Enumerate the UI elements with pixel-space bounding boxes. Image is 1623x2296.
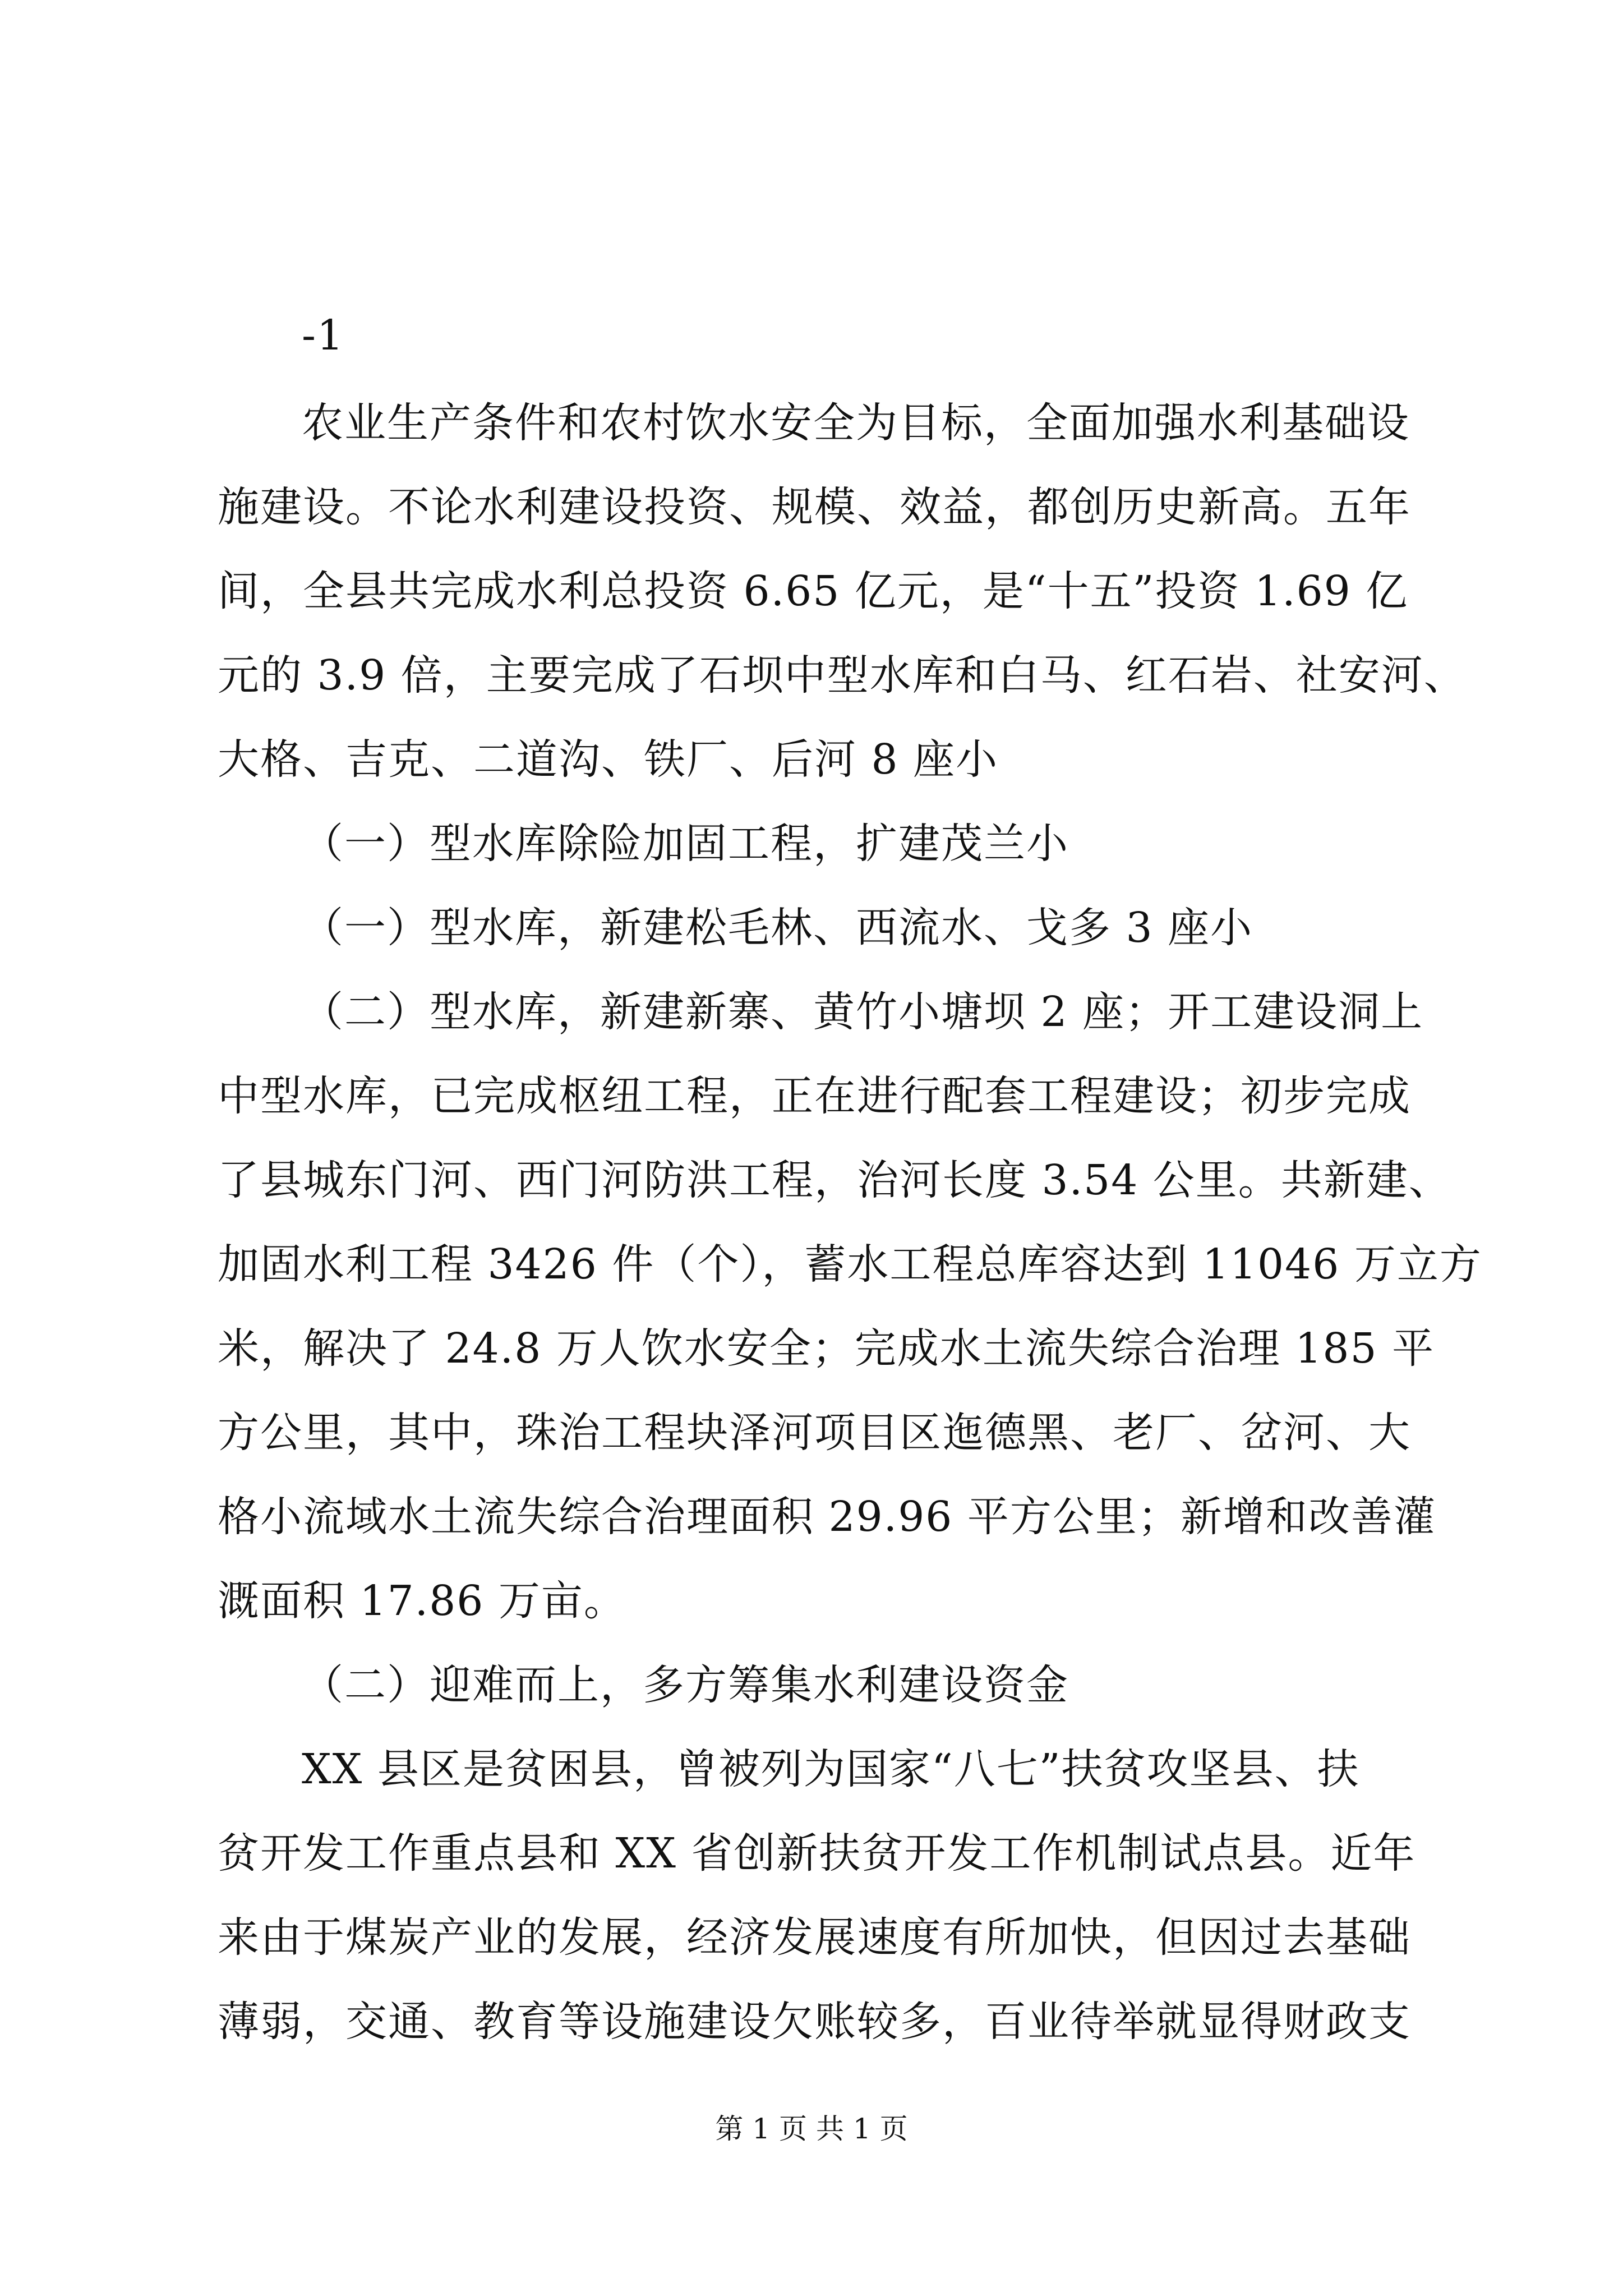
page-footer	[0, 2110, 1623, 2147]
body-line-12: 溉面积 17.86 万亩。	[218, 1577, 626, 1625]
body-line-9: 米，解决了 24.8 万人饮水安全；完成水土流失综合治理 185 平	[218, 1324, 1435, 1373]
body-line-2: 施建设。不论水利建设投资、规模、效益，都创历史新高。五年	[218, 483, 1411, 531]
list-line-3: （二）型水库，新建新寨、黄竹小塘坝 2 座；开工建设洞上	[302, 988, 1424, 1036]
body-line-7: 了县城东门河、西门河防洪工程，治河长度 3.54 公里。共新建、	[218, 1156, 1451, 1204]
body-line-4: 元的 3.9 倍，主要完成了石坝中型水库和白马、红石岩、社安河、	[218, 651, 1467, 700]
body-line-16: 薄弱，交通、教育等设施建设欠账较多，百业待举就显得财政支	[218, 1998, 1411, 2046]
body-line-8: 加固水利工程 3426 件（个），蓄水工程总库容达到 11046 万立方	[218, 1240, 1482, 1289]
section-heading: （二）迎难而上，多方筹集水利建设资金	[302, 1661, 1069, 1709]
list-line-2: （一）型水库，新建松毛林、西流水、戈多 3 座小	[302, 904, 1253, 952]
page-marker: -1	[302, 311, 345, 360]
body-line-15: 来由于煤炭产业的发展，经济发展速度有所加快，但因过去基础	[218, 1913, 1411, 1962]
list-line-1: （一）型水库除险加固工程，扩建茂兰小	[302, 820, 1069, 868]
body-line-11: 格小流域水土流失综合治理面积 29.96 平方公里；新增和改善灌	[218, 1493, 1436, 1541]
body-line-10: 方公里，其中，珠治工程块泽河项目区迤德黑、老厂、岔河、大	[218, 1409, 1411, 1457]
page-number: 第 1 页	[715, 2113, 807, 2145]
body-line-13: XX 县区是贫困县，曾被列为国家“八七”扶贫攻坚县、扶	[302, 1745, 1360, 1793]
body-line-1: 农业生产条件和农村饮水安全为目标，全面加强水利基础设	[302, 399, 1410, 447]
body-line-3: 间，全县共完成水利总投资 6.65 亿元，是“十五”投资 1.69 亿	[218, 567, 1409, 615]
body-line-6: 中型水库，已完成枢纽工程，正在进行配套工程建设；初步完成	[218, 1072, 1411, 1120]
body-line-5: 大格、吉克、二道沟、铁厂、后河 8 座小	[218, 735, 999, 784]
body-line-14: 贫开发工作重点县和 XX 省创新扶贫开发工作机制试点县。近年	[218, 1829, 1416, 1878]
page-total: 共 1 页	[816, 2113, 908, 2145]
